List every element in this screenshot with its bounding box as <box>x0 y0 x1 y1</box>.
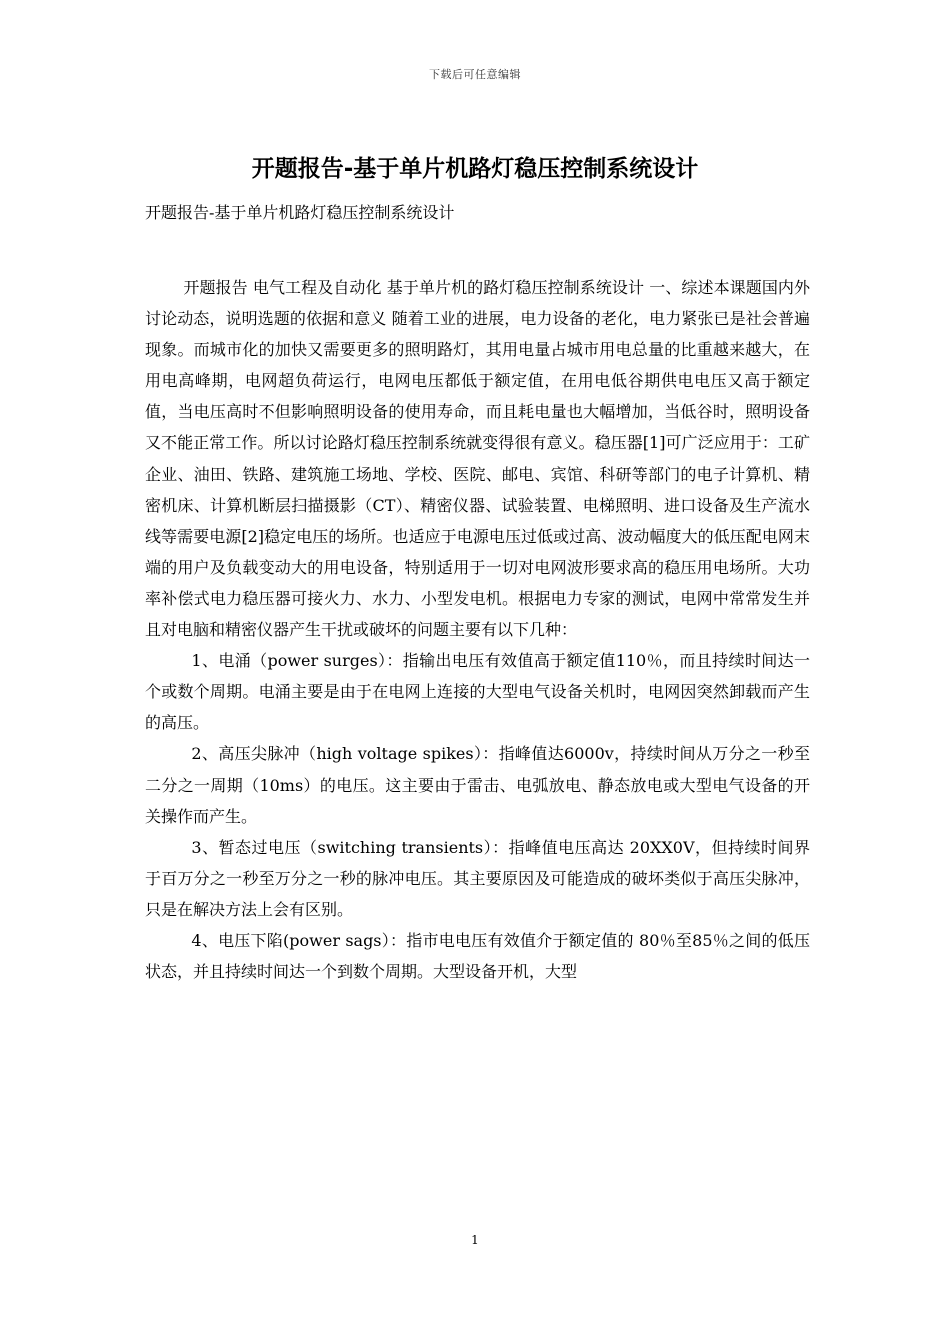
list-item-power-sags: 4、电压下陷(power sags）：指市电电压有效值介于额定值的 80％至85％之间的低压状态，并且持续时间达一个到数个周期。大型设备开机，大型 <box>145 930 810 982</box>
document-title: 开题报告-基于单片机路灯稳压控制系统设计 <box>251 156 699 182</box>
list-item-switching-transients: 3、暂态过电压（switching transients）：指峰值电压高达 20XX0V，但持续时间界于百万分之一秒至万分之一秒的脉冲电压。其主要原因及可能造成的破坏类似于高压尖脉冲，只是在解决方法上会有区别。 <box>145 837 810 919</box>
list-item-high-voltage-spikes: 2、高压尖脉冲（high voltage spikes）：指峰值达6000v，持续时间从万分之一秒至二分之一周期（10ms）的电压。这主要由于雷击、电弧放电、静态放电或大型电气设备的开关操作而产生。 <box>145 744 810 826</box>
list-item-power-surges: 1、电涌（power surges）：指输出电压有效值高于额定值110％，而且持续时间达一个或数个周期。电涌主要是由于在电网上连接的大型电气设备关机时，电网因突然卸载而产生的高压。 <box>145 651 810 733</box>
document-body <box>145 272 810 987</box>
intro-paragraph: 开题报告 电气工程及自动化 基于单片机的路灯稳压控制系统设计 一、综述本课题国内外讨论动态，说明选题的依据和意义 随着工业的进展，电力设备的老化，电力紧张已是社会普遍现象。而城市化的加快又需要更多的照明路灯，其用电量占城市用电总量的比重越来越大，在用电高峰期，电网超负荷运行，电网电压都低于额定值，在用电低谷期供电电压又高于额定值，当电压高时不但影响照明设备的使用寿命，而且耗电量也大幅增加，当低谷时，照明设备又不能正常工作。所以讨论路灯稳压控制系统就变得很有意义。稳压器[1]可广泛应用于：工矿企业、油田、铁路、建筑施工场地、学校、医院、邮电、宾馆、科研等部门的电子计算机、精密机床、计算机断层扫描摄影（CT）、精密仪器、试验装置、电梯照明、进口设备及生产流水线等需要电源[2]稳定电压的场所。也适应于电源电压过低或过高、波动幅度大的低压配电网末端的用户及负载变动大的用电设备，特别适用于一切对电网波形要求高的稳压用电场所。大功率补偿式电力稳压器可接火力、水力、小型发电机。根据电力专家的测试，电网中常常发生并且对电脑和精密仪器产生干扰或破坏的问题主要有以下几种： <box>145 278 810 640</box>
document-subtitle: 开题报告-基于单片机路灯稳压控制系统设计 <box>145 203 455 222</box>
header-note: 下载后可任意编辑 <box>429 68 521 81</box>
page-number: 1 <box>471 1233 479 1247</box>
